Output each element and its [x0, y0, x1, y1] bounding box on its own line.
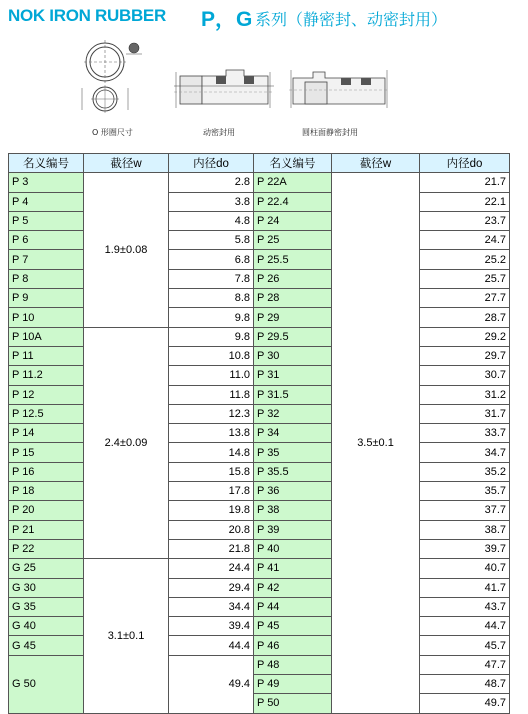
seal-nominal-number: P 15	[9, 443, 84, 462]
seal-inner-diameter: 28.7	[420, 308, 510, 327]
series-title: P，G	[201, 8, 253, 31]
seal-inner-diameter: 29.2	[420, 327, 510, 346]
seal-inner-diameter: 39.4	[169, 617, 254, 636]
seal-nominal-number: P 42	[254, 578, 332, 597]
seal-inner-diameter: 10.8	[169, 346, 254, 365]
brand-title: NOK IRON RUBBER	[8, 6, 166, 25]
seal-nominal-number: P 12.5	[9, 404, 84, 423]
seal-inner-diameter: 14.8	[169, 443, 254, 462]
seal-inner-diameter: 5.8	[169, 231, 254, 250]
figure-caption-o-ring: O 形圈尺寸	[92, 128, 133, 137]
seal-nominal-number: P 31	[254, 366, 332, 385]
seal-nominal-number: P 44	[254, 597, 332, 616]
table-row	[9, 173, 510, 192]
table-row	[9, 559, 510, 578]
seal-nominal-number: P 18	[9, 482, 84, 501]
seal-nominal-number: P 30	[254, 346, 332, 365]
seal-inner-diameter: 25.7	[420, 269, 510, 288]
seal-inner-diameter: 31.2	[420, 385, 510, 404]
seal-inner-diameter: 34.7	[420, 443, 510, 462]
header-inner-diameter: 内径do	[420, 154, 510, 173]
seal-inner-diameter: 11.0	[169, 366, 254, 385]
seal-inner-diameter: 29.4	[169, 578, 254, 597]
seal-nominal-number: G 50	[9, 655, 84, 713]
seal-inner-diameter: 44.7	[420, 617, 510, 636]
figure-caption-static: 圆柱面静密封用	[302, 128, 358, 137]
seal-inner-diameter: 6.8	[169, 250, 254, 269]
seal-nominal-number: P 49	[254, 675, 332, 694]
seal-inner-diameter: 9.8	[169, 308, 254, 327]
seal-cross-section: 1.9±0.08	[84, 173, 169, 327]
seal-nominal-number: P 31.5	[254, 385, 332, 404]
seal-inner-diameter: 48.7	[420, 675, 510, 694]
seal-nominal-number: P 34	[254, 424, 332, 443]
seal-nominal-number: P 36	[254, 482, 332, 501]
seal-cross-section: 3.5±0.1	[332, 173, 420, 713]
seal-inner-diameter: 43.7	[420, 597, 510, 616]
seal-inner-diameter: 11.8	[169, 385, 254, 404]
seal-inner-diameter: 15.8	[169, 462, 254, 481]
seal-nominal-number: P 28	[254, 289, 332, 308]
figure-caption-dynamic: 动密封用	[203, 128, 235, 137]
seal-inner-diameter: 2.8	[169, 173, 254, 192]
seal-inner-diameter: 3.8	[169, 192, 254, 211]
seal-nominal-number: P 25	[254, 231, 332, 250]
header-nominal-number: 名义编号	[254, 154, 332, 173]
seal-nominal-number: P 3	[9, 173, 84, 192]
seal-cross-section: 3.1±0.1	[84, 559, 169, 713]
seal-nominal-number: P 26	[254, 269, 332, 288]
table-body	[9, 173, 510, 713]
seal-nominal-number: P 24	[254, 211, 332, 230]
header-nominal-number: 名义编号	[9, 154, 84, 173]
seal-inner-diameter: 21.7	[420, 173, 510, 192]
seal-inner-diameter: 25.2	[420, 250, 510, 269]
seal-inner-diameter: 49.4	[169, 655, 254, 713]
seal-nominal-number: P 41	[254, 559, 332, 578]
seal-nominal-number: P 29.5	[254, 327, 332, 346]
seal-inner-diameter: 41.7	[420, 578, 510, 597]
seal-nominal-number: P 5	[9, 211, 84, 230]
seal-nominal-number: G 45	[9, 636, 84, 655]
seal-nominal-number: P 9	[9, 289, 84, 308]
seal-cross-section: 2.4±0.09	[84, 327, 169, 559]
seal-inner-diameter: 38.7	[420, 520, 510, 539]
series-subtitle: 系列（静密封、动密封用）	[255, 10, 448, 29]
o-ring-dimension-drawing-icon	[78, 36, 150, 124]
seal-nominal-number: P 48	[254, 655, 332, 674]
o-ring-size-table	[8, 153, 510, 714]
seal-inner-diameter: 19.8	[169, 501, 254, 520]
seal-nominal-number: P 46	[254, 636, 332, 655]
seal-nominal-number: P 22A	[254, 173, 332, 192]
seal-nominal-number: P 8	[9, 269, 84, 288]
seal-nominal-number: P 22.4	[254, 192, 332, 211]
seal-inner-diameter: 27.7	[420, 289, 510, 308]
seal-nominal-number: P 38	[254, 501, 332, 520]
seal-nominal-number: P 40	[254, 539, 332, 558]
seal-nominal-number: P 14	[9, 424, 84, 443]
seal-inner-diameter: 23.7	[420, 211, 510, 230]
seal-nominal-number: P 21	[9, 520, 84, 539]
seal-nominal-number: P 11.2	[9, 366, 84, 385]
seal-inner-diameter: 39.7	[420, 539, 510, 558]
seal-inner-diameter: 35.7	[420, 482, 510, 501]
seal-nominal-number: P 35	[254, 443, 332, 462]
header-cross-section: 截径w	[84, 154, 169, 173]
seal-nominal-number: P 10A	[9, 327, 84, 346]
seal-inner-diameter: 47.7	[420, 655, 510, 674]
seal-nominal-number: P 22	[9, 539, 84, 558]
seal-nominal-number: G 35	[9, 597, 84, 616]
seal-nominal-number: P 4	[9, 192, 84, 211]
seal-inner-diameter: 24.7	[420, 231, 510, 250]
seal-inner-diameter: 37.7	[420, 501, 510, 520]
seal-nominal-number: P 45	[254, 617, 332, 636]
seal-inner-diameter: 21.8	[169, 539, 254, 558]
seal-nominal-number: P 10	[9, 308, 84, 327]
seal-inner-diameter: 45.7	[420, 636, 510, 655]
table-row	[9, 327, 510, 346]
seal-inner-diameter: 9.8	[169, 327, 254, 346]
seal-inner-diameter: 34.4	[169, 597, 254, 616]
seal-nominal-number: G 30	[9, 578, 84, 597]
header-inner-diameter: 内径do	[169, 154, 254, 173]
seal-inner-diameter: 22.1	[420, 192, 510, 211]
seal-inner-diameter: 29.7	[420, 346, 510, 365]
seal-nominal-number: P 20	[9, 501, 84, 520]
seal-inner-diameter: 33.7	[420, 424, 510, 443]
seal-nominal-number: P 12	[9, 385, 84, 404]
seal-inner-diameter: 30.7	[420, 366, 510, 385]
seal-nominal-number: P 39	[254, 520, 332, 539]
seal-inner-diameter: 31.7	[420, 404, 510, 423]
dynamic-seal-drawing-icon	[170, 62, 278, 114]
seal-inner-diameter: 8.8	[169, 289, 254, 308]
seal-nominal-number: P 25.5	[254, 250, 332, 269]
seal-inner-diameter: 49.7	[420, 694, 510, 713]
header-cross-section: 截径w	[332, 154, 420, 173]
static-cylindrical-seal-drawing-icon	[285, 62, 393, 114]
seal-inner-diameter: 7.8	[169, 269, 254, 288]
seal-inner-diameter: 24.4	[169, 559, 254, 578]
seal-nominal-number: P 16	[9, 462, 84, 481]
seal-nominal-number: P 11	[9, 346, 84, 365]
seal-inner-diameter: 4.8	[169, 211, 254, 230]
table-header-row	[9, 154, 510, 173]
seal-nominal-number: G 40	[9, 617, 84, 636]
seal-inner-diameter: 20.8	[169, 520, 254, 539]
seal-nominal-number: P 7	[9, 250, 84, 269]
seal-nominal-number: P 6	[9, 231, 84, 250]
page-header	[0, 0, 528, 150]
seal-nominal-number: P 50	[254, 694, 332, 713]
seal-inner-diameter: 40.7	[420, 559, 510, 578]
seal-inner-diameter: 12.3	[169, 404, 254, 423]
seal-inner-diameter: 17.8	[169, 482, 254, 501]
seal-nominal-number: P 29	[254, 308, 332, 327]
seal-nominal-number: P 35.5	[254, 462, 332, 481]
seal-inner-diameter: 13.8	[169, 424, 254, 443]
seal-nominal-number: P 32	[254, 404, 332, 423]
seal-inner-diameter: 35.2	[420, 462, 510, 481]
seal-nominal-number: G 25	[9, 559, 84, 578]
seal-inner-diameter: 44.4	[169, 636, 254, 655]
